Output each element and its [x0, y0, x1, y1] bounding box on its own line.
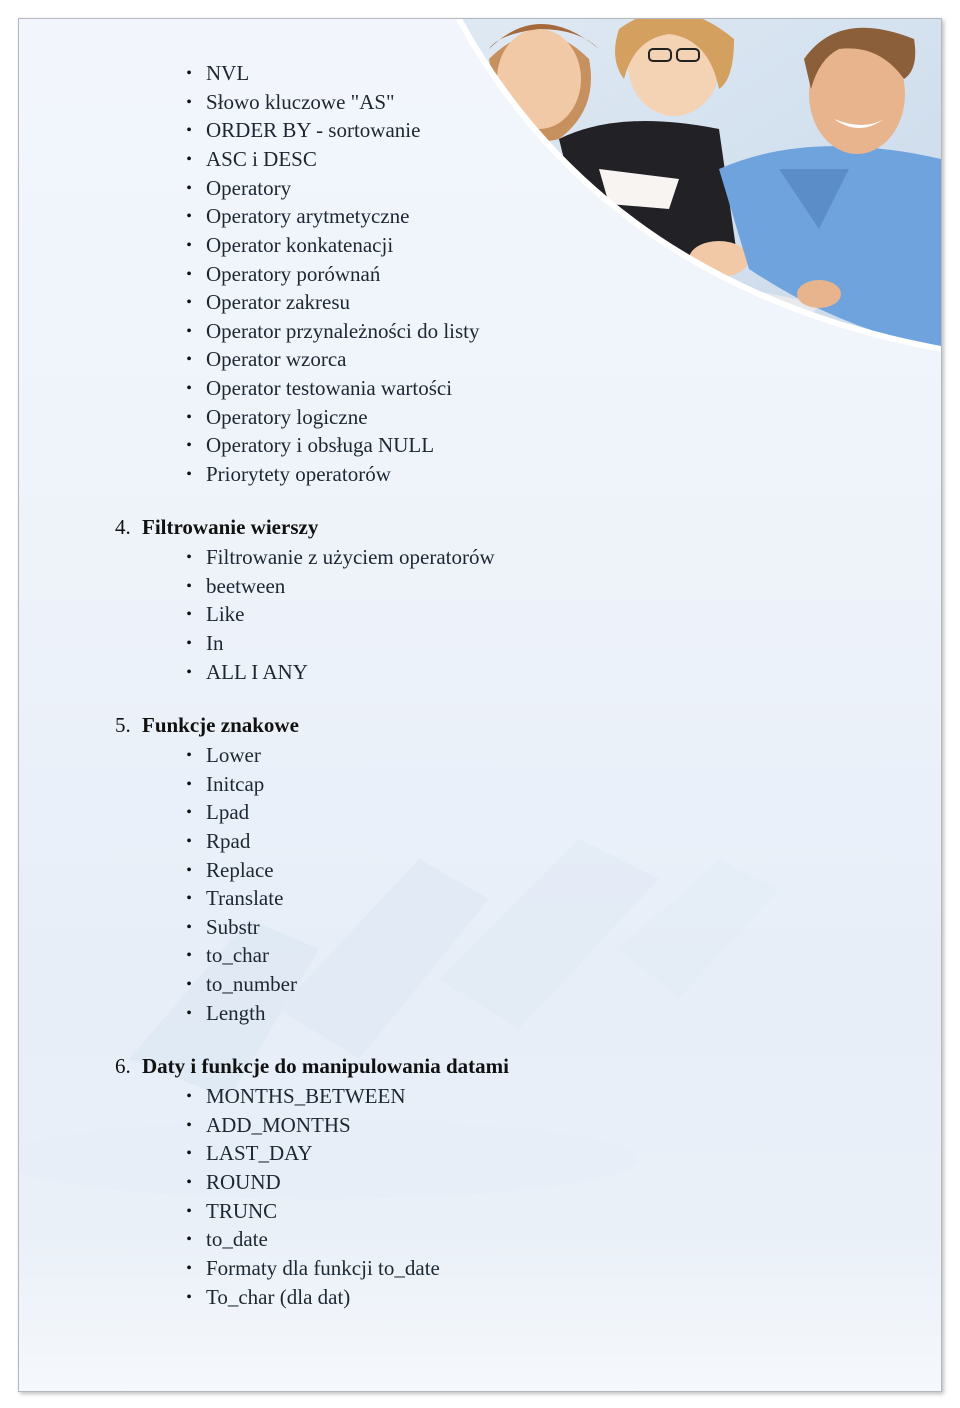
list-item: • In [206, 629, 224, 658]
bullet: • [186, 976, 192, 993]
list-item: • Operatory arytmetyczne [206, 202, 409, 231]
section-heading-date-functions [115, 1052, 509, 1081]
bullet: • [186, 294, 192, 311]
background-decoration [19, 799, 941, 1219]
bullet: • [186, 606, 192, 623]
section-title: Daty i funkcje do manipulowania datami [142, 1054, 509, 1078]
list-item: • to_date [206, 1225, 268, 1254]
list-item: • Operatory logiczne [206, 403, 368, 432]
list-item: • LAST_DAY [206, 1139, 313, 1168]
list-item: • Priorytety operatorów [206, 460, 391, 489]
section-number: 4. [115, 515, 131, 539]
document-page [18, 18, 942, 1392]
bullet: • [186, 664, 192, 681]
section-title: Filtrowanie wierszy [142, 515, 319, 539]
list-item: • Operator wzorca [206, 345, 347, 374]
bullet: • [186, 890, 192, 907]
list-item: • ADD_MONTHS [206, 1111, 351, 1140]
bullet: • [186, 1289, 192, 1306]
list-item: • ORDER BY - sortowanie [206, 116, 420, 145]
list-item: • Operatory porównań [206, 260, 380, 289]
bullet: • [186, 1005, 192, 1022]
list-item: • beetween [206, 572, 285, 601]
bullet: • [186, 1260, 192, 1277]
bullet: • [186, 266, 192, 283]
list-item: • Substr [206, 913, 260, 942]
bullet: • [186, 919, 192, 936]
people-photo [19, 19, 941, 359]
list-item: • Słowo kluczowe "AS" [206, 88, 395, 117]
bullet: • [186, 380, 192, 397]
bullet: • [186, 65, 192, 82]
list-item: • Replace [206, 856, 274, 885]
list-item: • Like [206, 600, 244, 629]
list-item: • Rpad [206, 827, 250, 856]
list-item: • Formaty dla funkcji to_date [206, 1254, 440, 1283]
list-item: • to_number [206, 970, 297, 999]
bullet: • [186, 151, 192, 168]
list-item: • Operator konkatenacji [206, 231, 393, 260]
list-item: • Lower [206, 741, 261, 770]
section-heading-string-functions [115, 711, 299, 740]
list-item: • Operator testowania wartości [206, 374, 452, 403]
bullet: • [186, 1088, 192, 1105]
bullet: • [186, 776, 192, 793]
bullet: • [186, 549, 192, 566]
bullet: • [186, 947, 192, 964]
list-item: • To_char (dla dat) [206, 1283, 350, 1312]
list-item: • Operator przynależności do listy [206, 317, 480, 346]
list-item: • Filtrowanie z użyciem operatorów [206, 543, 495, 572]
bullet: • [186, 862, 192, 879]
bullet: • [186, 437, 192, 454]
bullet: • [186, 747, 192, 764]
bullet: • [186, 1203, 192, 1220]
list-item: • Translate [206, 884, 283, 913]
list-item: • Initcap [206, 770, 264, 799]
bullet: • [186, 804, 192, 821]
bullet: • [186, 635, 192, 652]
bullet: • [186, 833, 192, 850]
list-item: • ASC i DESC [206, 145, 317, 174]
bullet: • [186, 1145, 192, 1162]
bullet: • [186, 409, 192, 426]
bullet: • [186, 323, 192, 340]
bullet: • [186, 1231, 192, 1248]
bullet: • [186, 578, 192, 595]
list-item: • to_char [206, 941, 269, 970]
list-item: • TRUNC [206, 1197, 277, 1226]
list-item: • Length [206, 999, 265, 1028]
list-item: • Operatory i obsługa NULL [206, 431, 434, 460]
bullet: • [186, 1174, 192, 1191]
bullet: • [186, 180, 192, 197]
section-number: 5. [115, 713, 131, 737]
bullet: • [186, 94, 192, 111]
list-item: • NVL [206, 59, 249, 88]
bullet: • [186, 122, 192, 139]
list-item: • Operatory [206, 174, 291, 203]
list-item: • Operator zakresu [206, 288, 350, 317]
bullet: • [186, 237, 192, 254]
bullet: • [186, 351, 192, 368]
section-heading-filtering [115, 513, 318, 542]
section-number: 6. [115, 1054, 131, 1078]
bullet: • [186, 1117, 192, 1134]
list-item: • ALL I ANY [206, 658, 308, 687]
list-item: • ROUND [206, 1168, 281, 1197]
section-title: Funkcje znakowe [142, 713, 299, 737]
list-item: • MONTHS_BETWEEN [206, 1082, 405, 1111]
bullet: • [186, 466, 192, 483]
bullet: • [186, 208, 192, 225]
list-item: • Lpad [206, 798, 249, 827]
